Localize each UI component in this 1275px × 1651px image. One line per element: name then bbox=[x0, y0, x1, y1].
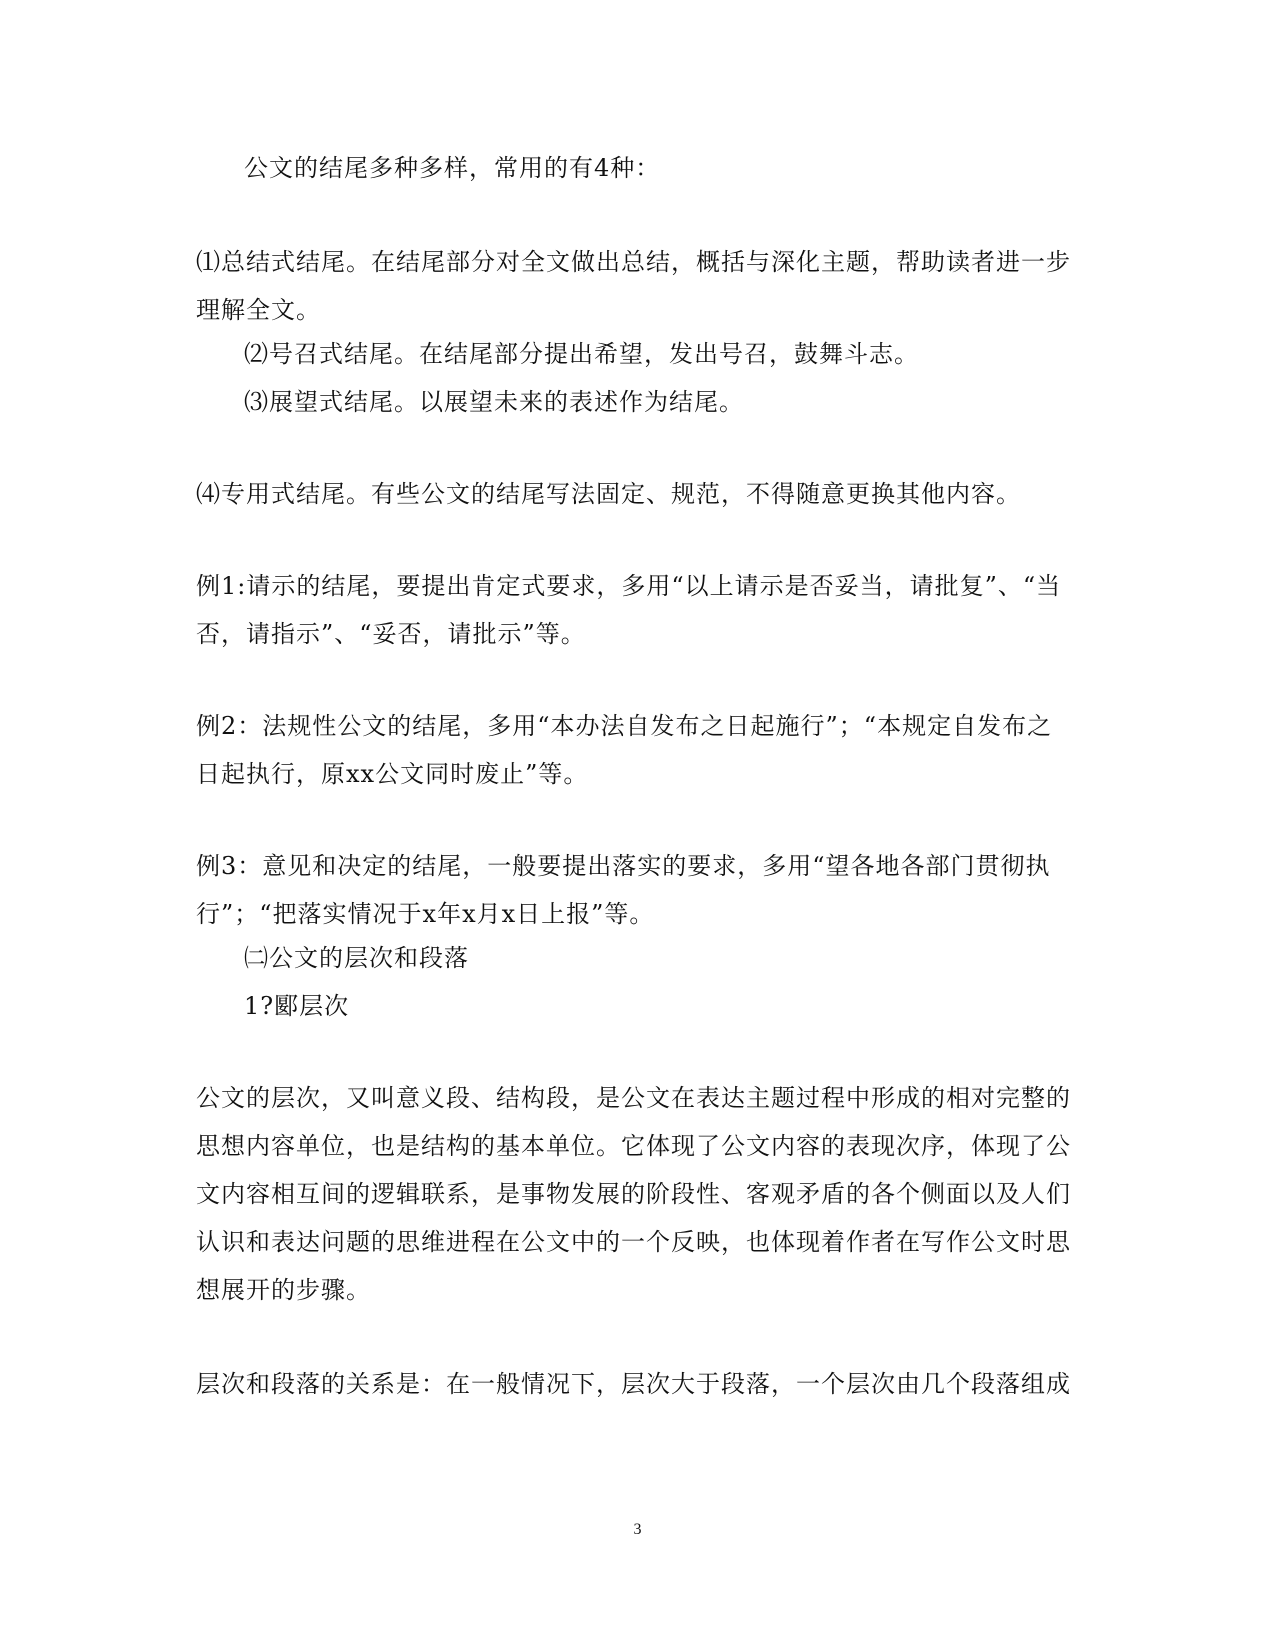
paragraph-relation: 层次和段落的关系是：在一般情况下，层次大于段落，一个层次由几个段落组成 bbox=[196, 1370, 1071, 1398]
paragraph-example-3: 例3：意见和决定的结尾，一般要提出落实的要求，多用“望各地各部门贯彻执行”；“把落实情况于x年x月x日上报”等。 bbox=[196, 852, 1051, 928]
paragraph-item-3: ⑶展望式结尾。以展望未来的表述作为结尾。 bbox=[244, 388, 744, 416]
paragraph-levels: 公文的层次，又叫意义段、结构段，是公文在表达主题过程中形成的相对完整的思想内容单位，也是结构的基本单位。它体现了公文内容的表现次序，体现了公文内容相互间的逻辑联系，是事物发展的阶段性、客观矛盾的各个侧面以及人们认识和表达问题的思维进程在公文中的一个反映，也体现着作者在写作公文时思想展开的步骤。 bbox=[196, 1084, 1071, 1304]
paragraph-item-4: ⑷专用式结尾。有些公文的结尾写法固定、规范，不得随意更换其他内容。 bbox=[196, 480, 1021, 508]
paragraph-example-1: 例1:请示的结尾，要提出肯定式要求，多用“以上请示是否妥当，请批复”、“当否，请指示”、“妥否，请批示”等。 bbox=[196, 572, 1062, 648]
subsection-heading: 1?郾层次 bbox=[244, 992, 350, 1020]
paragraph-example-2: 例2：法规性公文的结尾，多用“本办法自发布之日起施行”；“本规定自发布之日起执行，原xx公文同时废止”等。 bbox=[196, 712, 1053, 788]
paragraph-item-2: ⑵号召式结尾。在结尾部分提出希望，发出号召，鼓舞斗志。 bbox=[244, 340, 919, 368]
paragraph-item-1: ⑴总结式结尾。在结尾部分对全文做出总结，概括与深化主题，帮助读者进一步理解全文。 bbox=[196, 248, 1071, 324]
page-number: 3 bbox=[633, 1521, 642, 1538]
paragraph-intro: 公文的结尾多种多样，常用的有4种： bbox=[244, 154, 661, 182]
section-heading: ㈡公文的层次和段落 bbox=[244, 944, 469, 972]
